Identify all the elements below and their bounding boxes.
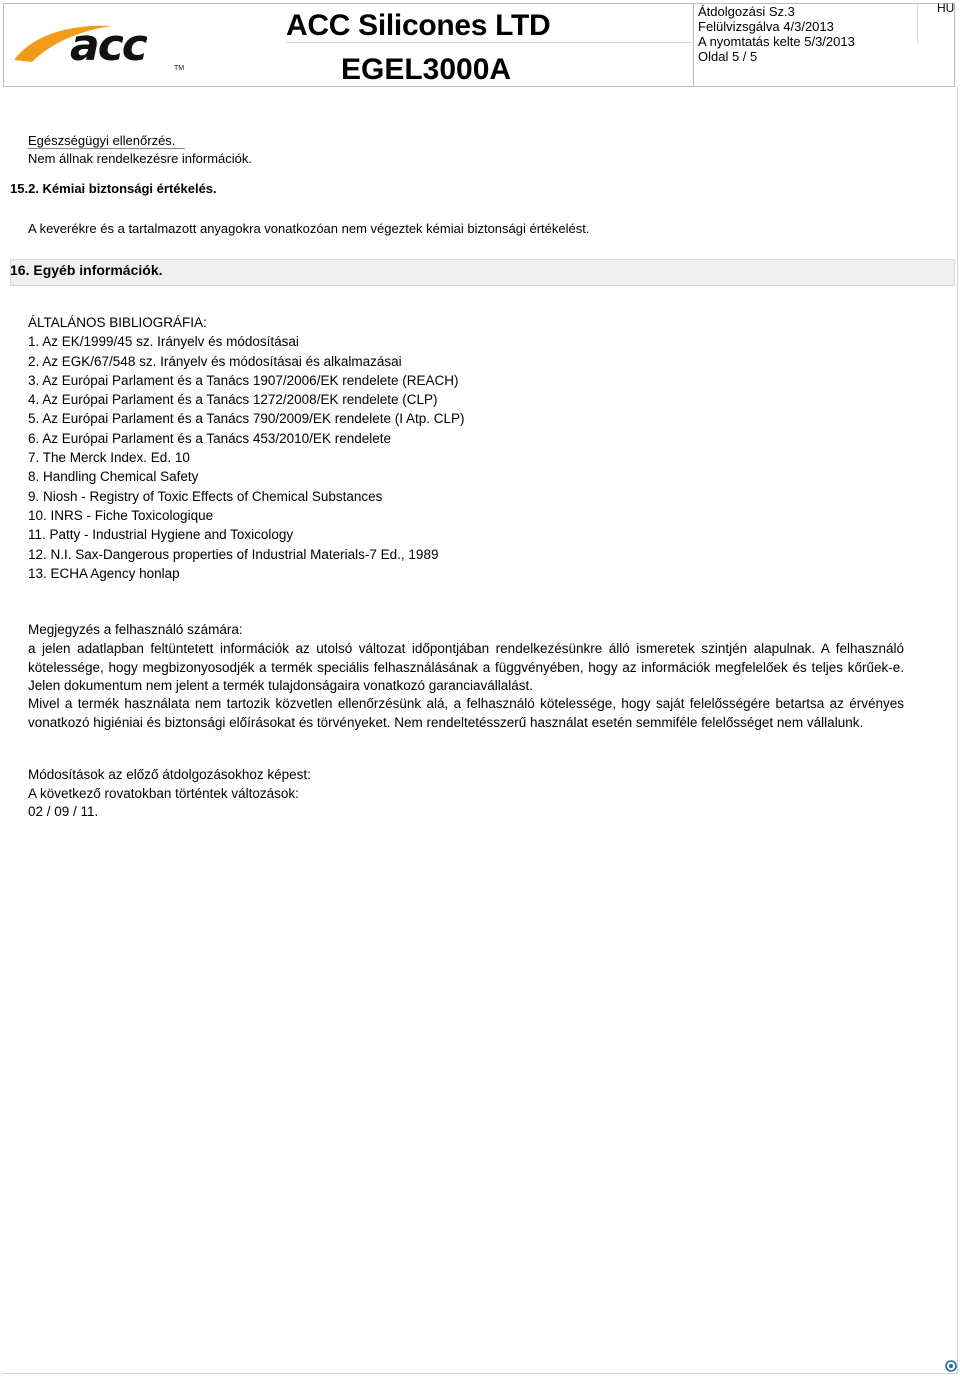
page-number: Oldal 5 / 5 [698,49,758,64]
bibliography-item: 4. Az Európai Parlament és a Tanács 1272/2008/EK rendelete (CLP) [28,392,438,408]
corner-mark-icon [945,1360,957,1372]
language-code: HU [937,1,955,15]
company-name: ACC Silicones LTD [286,9,551,42]
bibliography-item: 5. Az Európai Parlament és a Tanács 790/2009/EK rendelete (I Atp. CLP) [28,411,465,427]
logo-tm: TM [174,65,185,72]
health-check-text: Nem állnak rendelkezésre információk. [28,151,252,166]
user-note-paragraph-1: a jelen adatlapban feltüntetett információk az utolsó változat időpontjában rendelkezésünkre álló ismeretek szintjén alapulnak. A felhasználó kötelessége, hogy megbizonyosodjék a termék speciális felhasználásának a függvényében, hogy az információk megfelelőek és teljes kőrűek-e. Jelen dokumentum nem jelent a termék tulajdonságaira vonatkozó garanciavállalást. [28,641,904,693]
user-note-paragraph-2: Mivel a termék használata nem tartozik közvetlen ellenőrzésünk alá, a felhasználó kötelessége, hogy saját felelősségére betartsa az érvényes vonatkozó higiéniai és biztonsági előírásokat és törvényeket. Nem rendeltetésszerű használat esetén semmiféle felelősséget nem vállalunk. [28,696,904,730]
bibliography-item: 3. Az Európai Parlament és a Tanács 1907/2006/EK rendelete (REACH) [28,372,459,388]
changes-line: 02 / 09 / 11. [28,804,99,819]
bibliography-item: 1. Az EK/1999/45 sz. Irányelv és módosításai [28,334,299,350]
bibliography-item: 7. The Merck Index. Ed. 10 [28,450,190,466]
user-note-heading: Megjegyzés a felhasználó számára: [28,622,243,637]
changes-block [28,766,311,822]
language-divider [917,3,918,43]
review-date: Felülvizsgálva 4/3/2013 [698,19,834,34]
changes-line: Módosítások az előző átdolgozásokhoz képest: [28,767,311,782]
bibliography-item: 11. Patty - Industrial Hygiene and Toxicology [28,527,294,543]
section-15-2-heading: 15.2. Kémiai biztonsági értékelés. [10,181,217,196]
print-date: A nyomtatás kelte 5/3/2013 [698,34,855,49]
bibliography-item: 2. Az EGK/67/548 sz. Irányelv és módosításai és alkalmazásai [28,353,402,369]
bibliography-item: 8. Handling Chemical Safety [28,469,199,485]
bibliography-heading: ÁLTALÁNOS BIBLIOGRÁFIA: [28,315,207,330]
bibliography-item: 10. INRS - Fiche Toxicologique [28,507,214,523]
bibliography [28,313,465,583]
bibliography-item: 9. Niosh - Registry of Toxic Effects of Chemical Substances [28,488,383,504]
bibliography-item: 13. ECHA Agency honlap [28,565,180,581]
bibliography-item: 12. N.I. Sax-Dangerous properties of Industrial Materials-7 Ed., 1989 [28,546,439,562]
logo-text: acc [70,20,146,71]
health-check-heading: Egészségügyi ellenőrzés. [28,133,185,149]
bibliography-item: 6. Az Európai Parlament és a Tanács 453/2010/EK rendelete [28,430,391,446]
product-name: EGEL3000A [341,53,512,86]
header-divider [693,3,694,87]
acc-logo [12,16,192,72]
section-15-2-text: A keverékre és a tartalmazott anyagokra vonatkozóan nem végeztek kémiai biztonsági értékelést. [28,221,590,236]
revision-number: Átdolgozási Sz.3 [698,4,795,19]
changes-line: A következő rovatokban történtek változások: [28,785,299,801]
section-16-heading: 16. Egyéb információk. [10,262,163,278]
